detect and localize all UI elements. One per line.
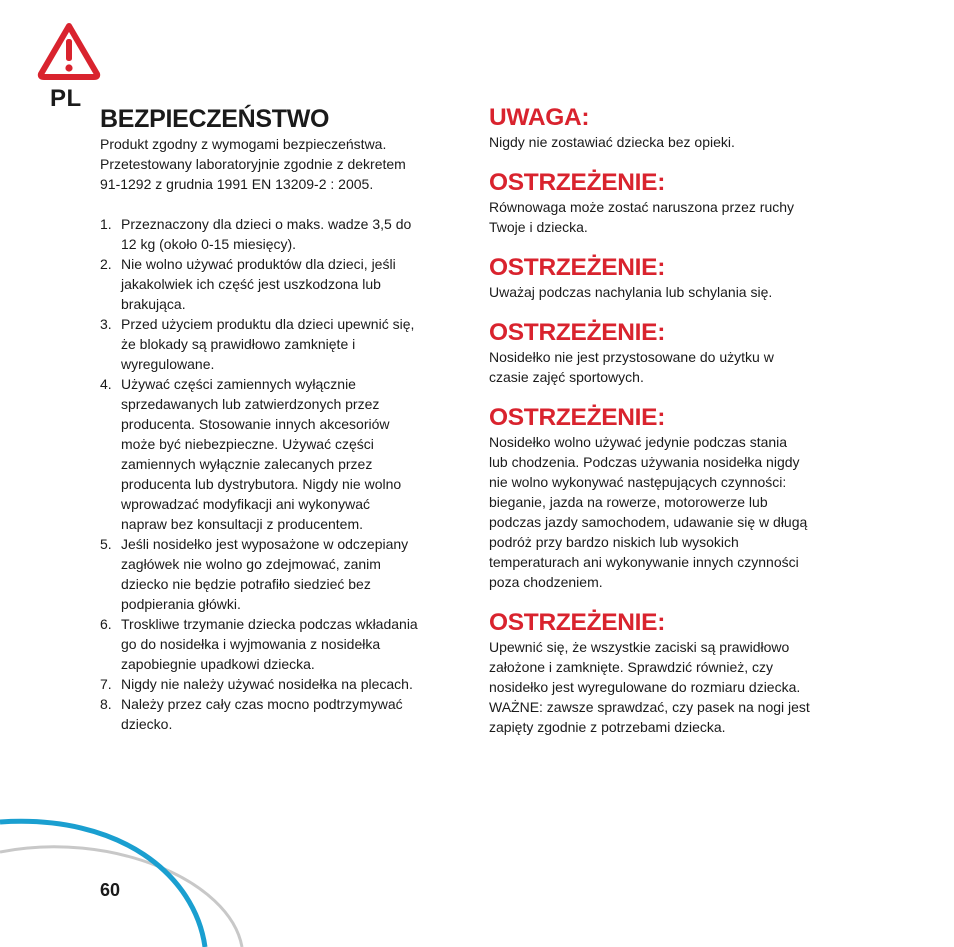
warning-text-line: założone i zamknięte. Sprawdzić również, czy [489, 659, 774, 675]
list-item [100, 614, 460, 674]
warning-text-line: Uważaj podczas nachylania lub schylania się. [489, 284, 773, 300]
safety-list [100, 214, 460, 734]
list-item-line: Nigdy nie należy używać nosidełka na plecach. [121, 676, 413, 692]
warning-text-line: lub chodzenia. Podczas używania nosidełka nigdy [489, 454, 800, 470]
warning-heading: OSTRZEŻENIE: [489, 404, 666, 431]
intro-line: 91-1292 z grudnia 1991 EN 13209-2 : 2005. [100, 176, 374, 192]
corner-decoration [0, 800, 260, 947]
list-item-number: 4. [100, 376, 112, 392]
warning-text-line: Upewnić się, że wszystkie zaciski są prawidłowo [489, 639, 790, 655]
warning-heading: OSTRZEŻENIE: [489, 609, 666, 636]
warning-text-line: WAŻNE: zawsze sprawdzać, czy pasek na nogi jest [489, 699, 810, 715]
warning-section [489, 104, 851, 152]
list-item-line: producenta. Stosowanie innych akcesoriów [121, 416, 390, 432]
list-item [100, 254, 460, 314]
list-item-line: wyregulowane. [121, 356, 215, 372]
warning-text-line: podczas jazdy samochodem, udawanie się w długą [489, 514, 808, 530]
warning-text-line: Nosidełko nie jest przystosowane do użytku w [489, 349, 774, 365]
list-item-line: zapobiegnie upadkowi dziecka. [121, 656, 315, 672]
list-item-line: go do nosidełka i wyjmowania z nosidełka [121, 636, 381, 652]
list-item-number: 2. [100, 256, 112, 272]
list-item-line: Należy przez cały czas mocno podtrzymywać [121, 696, 403, 712]
page-number: 60 [100, 880, 121, 900]
warning-text-line: czasie zajęć sportowych. [489, 369, 644, 385]
warning-heading: UWAGA: [489, 104, 590, 131]
warning-text-line: zapięty zgodnie z potrzebami dziecka. [489, 719, 726, 735]
list-item-line: Nie wolno używać produktów dla dzieci, jeśli [121, 256, 396, 272]
warning-text-line: poza chodzeniem. [489, 574, 603, 590]
list-item-line: napraw bez konsultacji z producentem. [121, 516, 364, 532]
list-item-line: 12 kg (około 0-15 miesięcy). [121, 236, 297, 252]
intro-text [100, 134, 460, 194]
warning-section [489, 319, 851, 387]
list-item [100, 674, 460, 694]
list-item-number: 8. [100, 696, 112, 712]
warning-text-line: bieganie, jazda na rowerze, motorowerze lub [489, 494, 768, 510]
warning-text-line: Nigdy nie zostawiać dziecka bez opieki. [489, 134, 735, 150]
list-item-line: Przed użyciem produktu dla dzieci upewnić się, [121, 316, 415, 332]
list-item-line: może być niebezpieczne. Używać części [121, 436, 374, 452]
list-item [100, 214, 460, 254]
list-item-line: dziecko nie będzie potrafiło siedzieć bez [121, 576, 371, 592]
language-code: PL [50, 85, 82, 112]
list-item-number: 7. [100, 676, 112, 692]
warning-section [489, 609, 851, 737]
list-item-line: podpierania główki. [121, 596, 241, 612]
list-item-line: że blokady są prawidłowo zamknięte i [121, 336, 356, 352]
list-item-line: jakakolwiek ich część jest uszkodzona lub [121, 276, 381, 292]
warning-heading: OSTRZEŻENIE: [489, 169, 666, 196]
list-item-number: 3. [100, 316, 112, 332]
warning-triangle-icon [37, 22, 101, 80]
warning-section [489, 169, 851, 237]
warning-section [489, 404, 851, 592]
list-item [100, 694, 460, 734]
warning-text-line: temperaturach ani wykonywanie innych czynności [489, 554, 799, 570]
list-item [100, 534, 460, 614]
list-item-line: producenta lub dystrybutora. Nigdy nie wolno [121, 476, 402, 492]
warning-section [489, 254, 851, 302]
list-item-line: brakująca. [121, 296, 186, 312]
intro-line: Przetestowany laboratoryjnie zgodnie z dekretem [100, 156, 406, 172]
warning-text-line: Twoje i dziecka. [489, 219, 588, 235]
list-item [100, 314, 460, 374]
warning-heading: OSTRZEŻENIE: [489, 319, 666, 346]
list-item-line: Troskliwe trzymanie dziecka podczas wkładania [121, 616, 418, 632]
warning-text-line: Równowaga może zostać naruszona przez ruchy [489, 199, 795, 215]
warning-text-line: nosidełko jest wyregulowane do rozmiaru dziecka. [489, 679, 801, 695]
intro-line: Produkt zgodny z wymogami bezpieczeństwa. [100, 136, 387, 152]
warning-text-line: podróż przy bardzo niskich lub wysokich [489, 534, 739, 550]
list-item-line: sprzedawanych lub zatwierdzonych przez [121, 396, 380, 412]
safety-title: BEZPIECZEŃSTWO [100, 105, 330, 133]
list-item-line: Przeznaczony dla dzieci o maks. wadze 3,5 do [121, 216, 412, 232]
safety-column [100, 104, 460, 734]
list-item-number: 1. [100, 216, 112, 232]
warnings-column [489, 104, 851, 754]
list-item [100, 374, 460, 534]
warning-text-line: Nosidełko wolno używać jedynie podczas stania [489, 434, 788, 450]
list-item-number: 6. [100, 616, 112, 632]
list-item-line: Używać części zamiennych wyłącznie [121, 376, 356, 392]
warning-text-line: nie wolno wykonywać następujących czynności: [489, 474, 787, 490]
list-item-line: dziecko. [121, 716, 173, 732]
list-item-line: wprowadzać modyfikacji ani wykonywać [121, 496, 370, 512]
warning-heading: OSTRZEŻENIE: [489, 254, 666, 281]
list-item-line: zagłówek nie wolno go zdejmować, zanim [121, 556, 381, 572]
list-item-number: 5. [100, 536, 112, 552]
list-item-line: Jeśli nosidełko jest wyposażone w odczepiany [121, 536, 409, 552]
list-item-line: zamiennych wyłącznie zalecanych przez [121, 456, 373, 472]
